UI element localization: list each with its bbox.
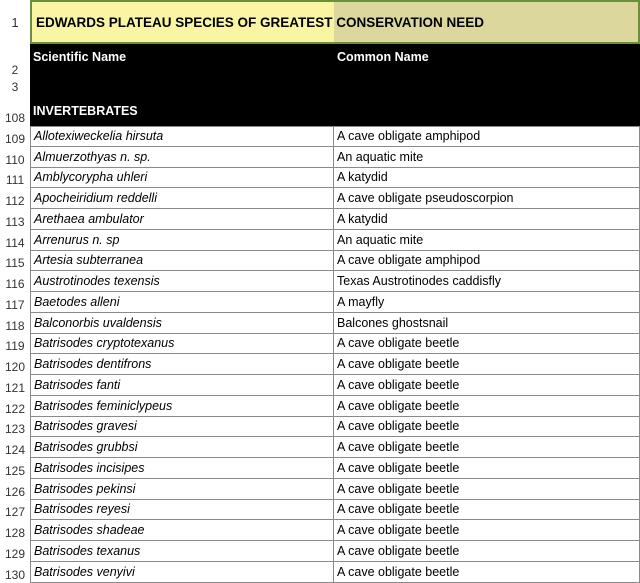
title-row	[0, 0, 640, 44]
row-number[interactable]: 115	[0, 251, 30, 272]
table-row	[0, 354, 640, 375]
row-number[interactable]: 111	[0, 168, 30, 189]
row-number[interactable]: 109	[0, 126, 30, 147]
table-row	[0, 230, 640, 251]
table-row	[0, 147, 640, 168]
sheet-title-cell[interactable]	[30, 0, 640, 44]
table-row	[0, 417, 640, 438]
scientific-name-cell[interactable]: Batrisodes feminiclypeus	[30, 396, 334, 417]
scientific-name-cell[interactable]: Batrisodes fanti	[30, 375, 334, 396]
scientific-name-cell[interactable]: Artesia subterranea	[30, 251, 334, 272]
section-row	[0, 95, 640, 126]
scientific-name-cell[interactable]: Batrisodes grubbsi	[30, 437, 334, 458]
row-number[interactable]: 1	[0, 0, 30, 44]
common-name-cell[interactable]: A katydid	[334, 209, 640, 230]
scientific-name-cell[interactable]: Batrisodes texanus	[30, 541, 334, 562]
blank-cell[interactable]	[334, 78, 640, 95]
common-name-cell[interactable]: An aquatic mite	[334, 147, 640, 168]
common-name-cell[interactable]: A cave obligate beetle	[334, 562, 640, 583]
common-name-cell[interactable]: A cave obligate beetle	[334, 458, 640, 479]
common-name-cell[interactable]: A cave obligate pseudoscorpion	[334, 188, 640, 209]
scientific-name-cell[interactable]: Baetodes alleni	[30, 292, 334, 313]
scientific-name-cell[interactable]: Arrenurus n. sp	[30, 230, 334, 251]
row-number[interactable]: 128	[0, 520, 30, 541]
table-row	[0, 292, 640, 313]
row-number[interactable]: 129	[0, 541, 30, 562]
scientific-name-cell[interactable]: Batrisodes incisipes	[30, 458, 334, 479]
row-number[interactable]: 116	[0, 271, 30, 292]
row-number[interactable]: 117	[0, 292, 30, 313]
scientific-name-cell[interactable]: Austrotinodes texensis	[30, 271, 334, 292]
row-number[interactable]: 119	[0, 334, 30, 355]
table-row	[0, 541, 640, 562]
scientific-name-cell[interactable]: Amblycorypha uhleri	[30, 168, 334, 189]
table-row	[0, 126, 640, 147]
sheet-title: EDWARDS PLATEAU SPECIES OF GREATEST CONSERVATION NEED	[36, 14, 485, 30]
table-row	[0, 520, 640, 541]
table-row	[0, 500, 640, 521]
blank-cell[interactable]	[30, 78, 334, 95]
scientific-name-cell[interactable]: Batrisodes dentifrons	[30, 354, 334, 375]
row-number[interactable]: 110	[0, 147, 30, 168]
header-row	[0, 44, 640, 78]
common-name-cell[interactable]: A cave obligate beetle	[334, 375, 640, 396]
row-number[interactable]: 127	[0, 500, 30, 521]
scientific-name-cell[interactable]: Apocheiridium reddelli	[30, 188, 334, 209]
row-number[interactable]: 113	[0, 209, 30, 230]
scientific-name-cell[interactable]: Arethaea ambulator	[30, 209, 334, 230]
scientific-name-cell[interactable]: Batrisodes pekinsi	[30, 479, 334, 500]
row-number[interactable]: 123	[0, 417, 30, 438]
table-row	[0, 271, 640, 292]
row-number[interactable]: 3	[0, 78, 30, 95]
row-number[interactable]: 112	[0, 188, 30, 209]
common-name-cell[interactable]: A katydid	[334, 168, 640, 189]
common-name-cell[interactable]: A cave obligate beetle	[334, 396, 640, 417]
section-label[interactable]: INVERTEBRATES	[30, 95, 334, 126]
common-name-cell[interactable]: A cave obligate beetle	[334, 520, 640, 541]
scientific-name-cell[interactable]: Batrisodes venyivi	[30, 562, 334, 583]
row-number[interactable]: 120	[0, 354, 30, 375]
table-row	[0, 375, 640, 396]
common-name-cell[interactable]: A cave obligate beetle	[334, 354, 640, 375]
common-name-cell[interactable]: A cave obligate beetle	[334, 417, 640, 438]
scientific-name-cell[interactable]: Batrisodes gravesi	[30, 417, 334, 438]
scientific-name-cell[interactable]: Almuerzothyas n. sp.	[30, 147, 334, 168]
row-number[interactable]: 108	[0, 95, 30, 126]
row-number[interactable]: 124	[0, 437, 30, 458]
common-name-cell[interactable]: An aquatic mite	[334, 230, 640, 251]
table-row	[0, 562, 640, 583]
scientific-name-cell[interactable]: Batrisodes shadeae	[30, 520, 334, 541]
row-number[interactable]: 125	[0, 458, 30, 479]
section-blank-cell[interactable]	[334, 95, 640, 126]
common-name-cell[interactable]: Balcones ghostsnail	[334, 313, 640, 334]
table-row	[0, 251, 640, 272]
row-number[interactable]: 126	[0, 479, 30, 500]
row-number[interactable]: 2	[0, 44, 30, 78]
table-row	[0, 396, 640, 417]
scientific-name-cell[interactable]: Batrisodes reyesi	[30, 500, 334, 521]
table-row	[0, 437, 640, 458]
common-name-cell[interactable]: A cave obligate beetle	[334, 334, 640, 355]
header-common-name[interactable]: Common Name	[334, 44, 640, 78]
table-row	[0, 334, 640, 355]
table-row	[0, 458, 640, 479]
row-number[interactable]: 118	[0, 313, 30, 334]
blank-row	[0, 78, 640, 95]
common-name-cell[interactable]: A cave obligate amphipod	[334, 251, 640, 272]
table-row	[0, 168, 640, 189]
table-row	[0, 313, 640, 334]
common-name-cell[interactable]: A cave obligate beetle	[334, 541, 640, 562]
common-name-cell[interactable]: A cave obligate amphipod	[334, 126, 640, 147]
row-number[interactable]: 130	[0, 562, 30, 583]
common-name-cell[interactable]: A cave obligate beetle	[334, 500, 640, 521]
common-name-cell[interactable]: A cave obligate beetle	[334, 437, 640, 458]
scientific-name-cell[interactable]: Balconorbis uvaldensis	[30, 313, 334, 334]
row-number[interactable]: 114	[0, 230, 30, 251]
row-number[interactable]: 121	[0, 375, 30, 396]
table-row	[0, 479, 640, 500]
scientific-name-cell[interactable]: Batrisodes cryptotexanus	[30, 334, 334, 355]
common-name-cell[interactable]: Texas Austrotinodes caddisfly	[334, 271, 640, 292]
scientific-name-cell[interactable]: Allotexiweckelia hirsuta	[30, 126, 334, 147]
table-row	[0, 209, 640, 230]
table-row	[0, 188, 640, 209]
common-name-cell[interactable]: A mayfly	[334, 292, 640, 313]
common-name-cell[interactable]: A cave obligate beetle	[334, 479, 640, 500]
header-scientific-name[interactable]: Scientific Name	[30, 44, 334, 78]
row-number[interactable]: 122	[0, 396, 30, 417]
